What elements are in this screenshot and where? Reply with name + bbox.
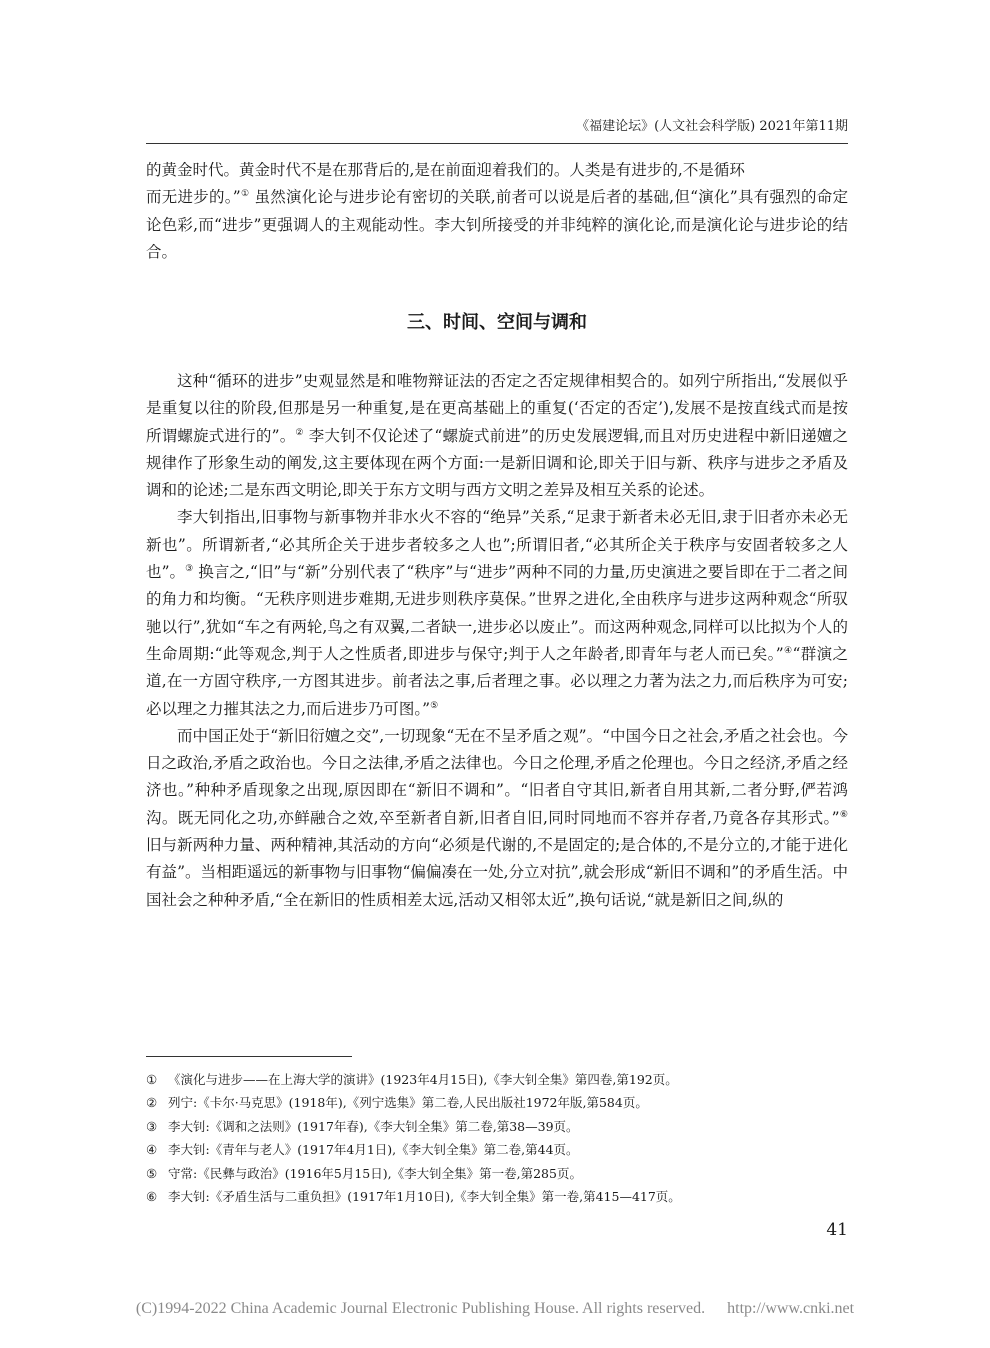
footnote-4-mark: ④ (146, 1142, 158, 1158)
footnote-5 (146, 1162, 848, 1185)
body-text-top (146, 157, 848, 266)
paragraph-3-text-a: 李大钊指出,旧事物与新事物并非水火不容的“绝异”关系,“足隶于新者未必无旧,隶于旧者亦未必无新也”。所谓新者,“必其所企关于进步者较多之人也”;所谓旧者,“必其所企关于秩序与安固者较多之人也”。 (146, 508, 848, 582)
paragraph-1-line-2: 而无进步的。” (146, 188, 241, 207)
paragraph-1-rest: 虽然演化论与进步论有密切的关联,前者可以说是后者的基础,但“演化”具有强烈的命定论色彩,而“进步”更强调人的主观能动性。李大钊所接受的并非纯粹的演化论,而是演化论与进步论的结合。 (146, 188, 848, 261)
footnote-3-text: 李大钊:《调和之法则》(1917年春),《李大钊全集》第二卷,第38—39页。 (168, 1118, 579, 1134)
paragraph-4 (146, 723, 848, 914)
footnote-rule (146, 1056, 352, 1057)
page-number: 41 (826, 1220, 848, 1240)
paragraph-3-text-c: “群演之道,在一方固守秩序,一方图其进步。前者法之事,后者理之事。必以理之力著为法之力,而后秩序为可安;必以理之力摧其法之力,而后进步乃可图。” (146, 644, 848, 718)
footnote-3-mark: ③ (146, 1118, 158, 1134)
copyright-text: (C)1994-2022 China Academic Journal Electronic Publishing House. All rights reserved. (135, 1300, 706, 1317)
paragraph-4-text-a: 而中国正处于“新旧衍嬗之交”,一切现象“无在不呈矛盾之观”。“中国今日之社会,矛盾之社会也。今日之政治,矛盾之政治也。今日之法律,矛盾之法律也。今日之伦理,矛盾之伦理也。今日之经济,矛盾之经济也。”种种矛盾现象之出现,原因即在“新旧不调和”。“旧者自守其旧,新者自用其新,二者分野,俨若鸿沟。既无同化之功,亦鲜融合之效,卒至新者自新,旧者自旧,同时同地而不容并存者,乃竟各存其形式。” (146, 726, 848, 827)
footnote-ref-1[interactable]: ① (240, 189, 250, 200)
footnote-ref-4[interactable]: ④ (783, 645, 793, 656)
footnote-3 (146, 1115, 848, 1138)
footnote-6-text: 李大钊:《矛盾生活与二重负担》(1917年1月10日),《李大钊全集》第一卷,第415—417页。 (168, 1189, 681, 1205)
footnote-ref-5[interactable]: ⑤ (430, 700, 439, 711)
running-header: 《福建论坛》(人文社会科学版) 2021年第11期 (576, 119, 848, 134)
footnote-5-mark: ⑤ (146, 1165, 158, 1181)
footnote-5-text: 守常:《民彝与政治》(1916年5月15日),《李大钊全集》第一卷,第285页。 (168, 1165, 582, 1181)
cnki-link[interactable]: http://www.cnki.net (727, 1300, 855, 1317)
copyright-footer (0, 1298, 990, 1320)
section-title: 三、时间、空间与调和 (407, 312, 587, 333)
footnote-2 (146, 1091, 848, 1114)
paragraph-4-text-b: 旧与新两种力量、两种精神,其活动的方向“必须是代谢的,不是固定的;是合体的,不是分立的,才能于进化有益”。当相距遥远的新事物与旧事物“偏偏凑在一处,分立对抗”,就会形成“新旧不调和”的矛盾生活。中国社会之种种矛盾,“全在新旧的性质相差太远,活动又相邻太近”,换句话说,“就是新旧之间,纵的 (146, 836, 848, 909)
footnote-1-mark: ① (146, 1072, 158, 1087)
footnotes (146, 1068, 848, 1208)
footnote-2-text: 列宁:《卡尔·马克思》(1918年),《列宁选集》第二卷,人民出版社1972年版,第584页。 (168, 1095, 648, 1111)
footnote-ref-6[interactable]: ⑥ (839, 809, 848, 820)
paragraph-2-text-a: 这种“循环的进步”史观显然是和唯物辩证法的否定之否定规律相契合的。如列宁所指出,“发展似乎是重复以往的阶段,但那是另一种重复,是在更高基础上的重复(‘否定的否定’),发展不是按直线式而是按所谓螺旋式进行的”。 (146, 372, 848, 445)
footnote-ref-2[interactable]: ② (295, 427, 304, 438)
paragraph-2 (146, 368, 848, 504)
paragraph-2-text-b: 李大钊不仅论述了“螺旋式前进”的历史发展逻辑,而且对历史进程中新旧递嬗之规律作了形象生动的阐发,这主要体现在两个方面:一是新旧调和论,即关于旧与新、秩序与进步之矛盾及调和的论述;二是东西文明论,即关于东方文明与西方文明之差异及相互关系的论述。 (146, 426, 848, 500)
footnote-1-text: 《演化与进步——在上海大学的演讲》(1923年4月15日),《李大钊全集》第四卷,第192页。 (168, 1072, 678, 1087)
footnote-ref-3[interactable]: ③ (185, 563, 194, 574)
paragraph-3-text-b: 换言之,“旧”与“新”分别代表了“秩序”与“进步”两种不同的力量,历史演进之要旨即在于二者之间的角力和均衡。“无秩序则进步难期,无进步则秩序莫保。”世界之进化,全由秩序与进步这两种观念“所驭驰以行”,犹如“车之有两轮,鸟之有双翼,二者缺一,进步必以废止”。而这两种观念,同样可以比拟为个人的生命周期:“此等观念,判于人之性质者,即进步与保守;判于人之年龄者,即青年与老人而已矣。” (146, 563, 848, 663)
footnote-2-mark: ② (146, 1095, 158, 1111)
body-text-main (146, 368, 848, 914)
footnote-4 (146, 1138, 848, 1161)
footnote-6 (146, 1185, 848, 1208)
footnote-4-text: 李大钊:《青年与老人》(1917年4月1日),《李大钊全集》第二卷,第44页。 (168, 1142, 579, 1158)
paragraph-3 (146, 504, 848, 722)
paragraph-1-line-1: 的黄金时代。黄金时代不是在那背后的,是在前面迎着我们的。人类是有进步的,不是循环 (146, 161, 745, 179)
footnote-6-mark: ⑥ (146, 1189, 158, 1205)
header-rule (146, 143, 848, 144)
paragraph-1 (146, 157, 848, 266)
footnote-1 (146, 1068, 848, 1091)
